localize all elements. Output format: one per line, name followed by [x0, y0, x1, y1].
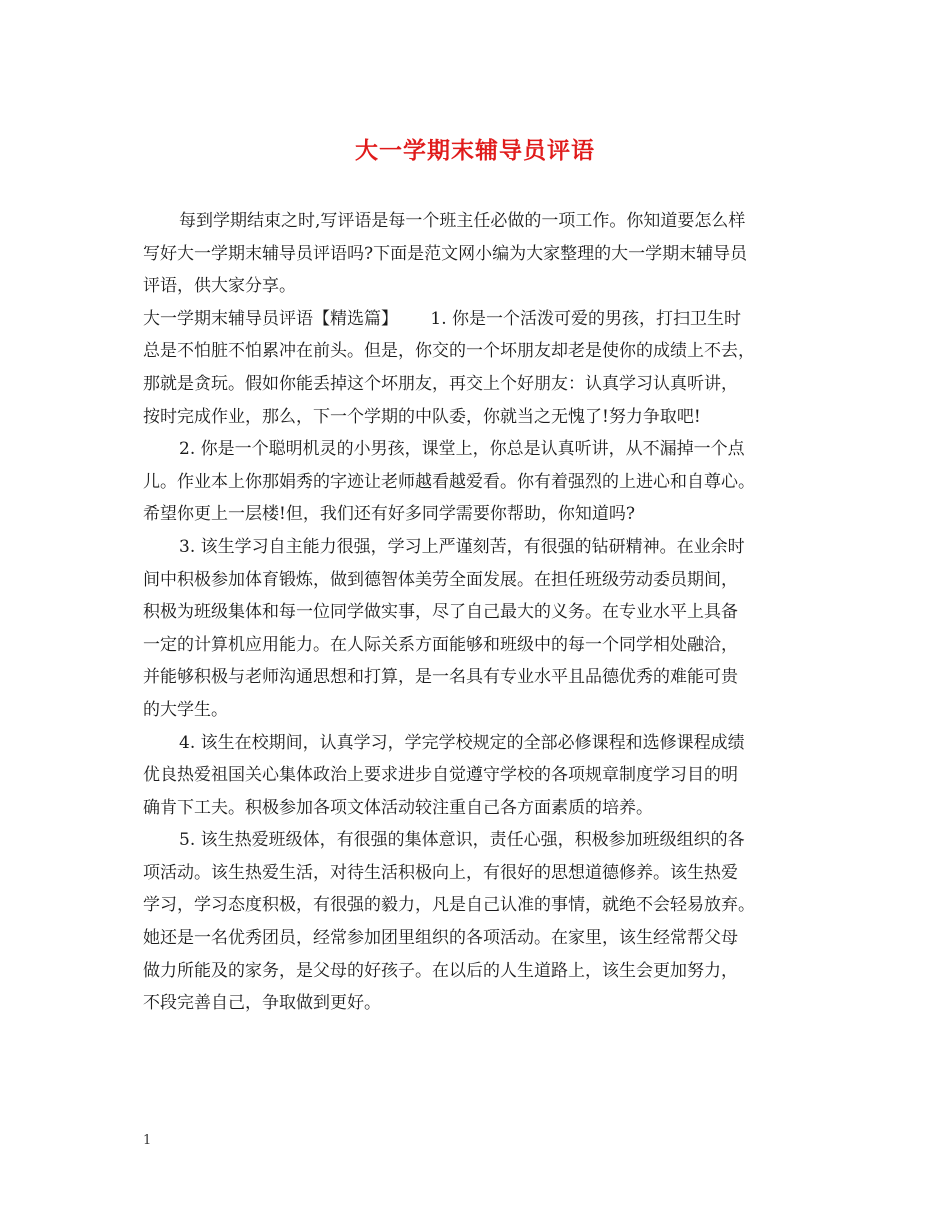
- paragraph-line: 学习，学习态度积极，有很强的毅力，凡是自己认准的事情，就绝不会轻易放弃。: [143, 895, 755, 916]
- paragraph-line: 积极为班级集体和每一位同学做实事，尽了自己最大的义务。在专业水平上具备: [143, 602, 738, 623]
- paragraph-line: 4. 该生在校期间，认真学习，学完学校规定的全部必修课程和选修课程成绩: [179, 732, 745, 753]
- document-title: 大一学期末辅导员评语: [355, 138, 595, 164]
- paragraph-line: 总是不怕脏不怕累冲在前头。但是，你交的一个坏朋友却老是使你的成绩上不去，: [143, 341, 755, 362]
- paragraph-line: 不段完善自己，争取做到更好。: [143, 993, 381, 1014]
- paragraph-line: 儿。作业本上你那娟秀的字迹让老师越看越爱看。你有着强烈的上进心和自尊心。: [143, 471, 755, 492]
- document-body: [143, 205, 815, 1020]
- paragraph-line: 大一学期末辅导员评语【精选篇】 1. 你是一个活泼可爱的男孩，打扫卫生时: [143, 308, 742, 329]
- paragraph-line: 写好大一学期末辅导员评语吗?下面是范文网小编为大家整理的大一学期末辅导员: [143, 243, 748, 264]
- paragraph-line: 项活动。该生热爱生活，对待生活积极向上，有很好的思想道德修养。该生热爱: [143, 862, 738, 883]
- paragraph-line: 的大学生。: [143, 699, 228, 720]
- paragraph-line: 评语，供大家分享。: [143, 276, 296, 297]
- paragraph-line: 她还是一名优秀团员，经常参加团里组织的各项活动。在家里，该生经常帮父母: [143, 928, 738, 949]
- paragraph-line: 做力所能及的家务，是父母的好孩子。在以后的人生道路上，该生会更加努力，: [143, 960, 738, 981]
- paragraph-line: 优良热爱祖国关心集体政治上要求进步自觉遵守学校的各项规章制度学习目的明: [143, 765, 738, 786]
- paragraph-line: 一定的计算机应用能力。在人际关系方面能够和班级中的每一个同学相处融洽，: [143, 634, 738, 655]
- paragraph-line: 确肯下工夫。积极参加各项文体活动较注重自己各方面素质的培养。: [143, 797, 653, 818]
- paragraph-line: 间中积极参加体育锻炼，做到德智体美劳全面发展。在担任班级劳动委员期间，: [143, 569, 738, 590]
- page-number: 1: [143, 1133, 152, 1148]
- paragraph-line: 那就是贪玩。假如你能丢掉这个坏朋友，再交上个好朋友：认真学习认真听讲，: [143, 373, 738, 394]
- paragraph-line: 并能够积极与老师沟通思想和打算，是一名具有专业水平且品德优秀的难能可贵: [143, 667, 738, 688]
- paragraph-line: 2. 你是一个聪明机灵的小男孩，课堂上，你总是认真听讲，从不漏掉一个点: [179, 439, 745, 460]
- paragraph-line: 希望你更上一层楼!但，我们还有好多同学需要你帮助，你知道吗?: [143, 504, 635, 525]
- paragraph-line: 每到学期结束之时,写评语是每一个班主任必做的一项工作。你知道要怎么样: [179, 211, 746, 231]
- paragraph-line: 3. 该生学习自主能力很强，学习上严谨刻苦，有很强的钻研精神。在业余时: [179, 536, 745, 557]
- paragraph-line: 5. 该生热爱班级体，有很强的集体意识，责任心强，积极参加班级组织的各: [179, 830, 745, 851]
- paragraph-line: 按时完成作业，那么，下一个学期的中队委，你就当之无愧了!努力争取吧!: [143, 406, 701, 427]
